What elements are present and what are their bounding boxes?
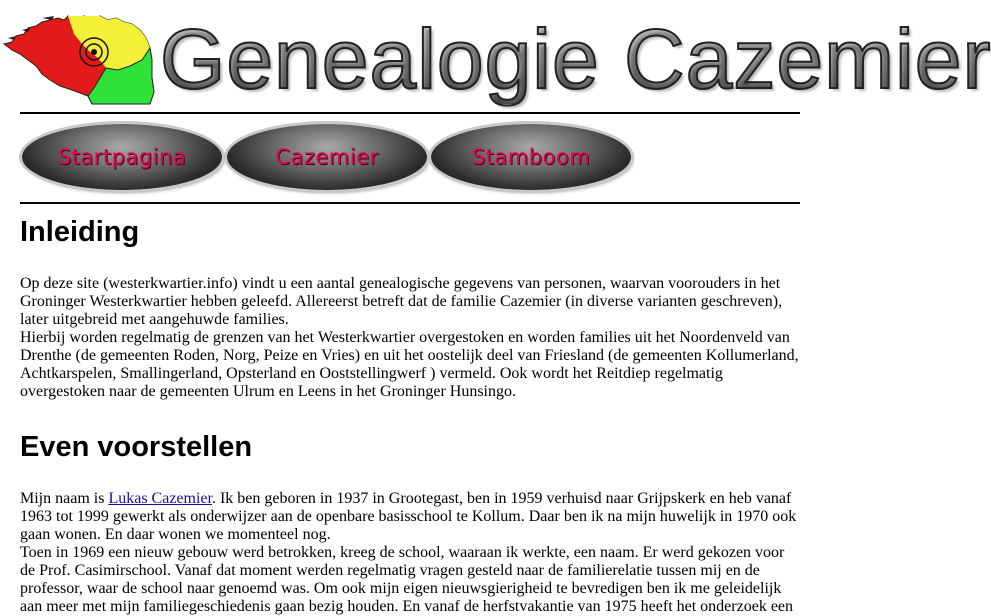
- nav-button-label: Startpagina: [57, 145, 187, 169]
- intro-paragraph-2: Hierbij worden regelmatig de grenzen van het Westerkwartier overgestoken en worden families uit het Noordenveld van Drenthe (de gemeenten Roden, Norg, Peize en Vries) en uit het oostelijk deel van Friesland (de gemeenten Kollumerland, Achtkarspelen, Smallingerland, Opsterland en Ooststellingwerf ) vermeld. Ook wordt het Reitdiep regelmatig overgestoken naar de gemeenten Ulrum en Leens in het Groninger Hunsingo.: [20, 329, 799, 400]
- about-text-after-link: . Ik ben geboren in 1937 in Grootegast, ben in 1959 verhuisd naar Grijpskerk en heb vanaf 1963 tot 1999 gewerkt als onderwijzer aan de openbare basisschool te Kollum. Daar ben ik na mijn huwelijk in 1970 ook gaan wonen. En daar wonen we momenteel nog.: [20, 490, 797, 543]
- nav-button-label: Stamboom: [471, 145, 591, 169]
- section-heading-even-voorstellen: Even voorstellen: [20, 431, 253, 463]
- nav-divider: [20, 202, 800, 204]
- nav-button-label: Cazemier: [275, 145, 379, 169]
- author-name-link[interactable]: Lukas Cazemier: [108, 490, 212, 507]
- main-navigation: [22, 124, 800, 192]
- about-text-before-link: Mijn naam is: [20, 490, 109, 507]
- site-title: Genealogie Cazemier: [160, 12, 991, 106]
- nav-startpagina-button[interactable]: [22, 124, 222, 190]
- groningen-map-logo-icon[interactable]: [2, 8, 162, 108]
- nav-cazemier-button[interactable]: [227, 124, 427, 190]
- section-heading-inleiding: Inleiding: [20, 216, 140, 248]
- intro-paragraph-1: Op deze site (westerkwartier.info) vindt u een aantal genealogische gegevens van personen, waarvan voorouders in het Groninger Westerkwartier hebben geleefd. Allereerst betreft dat de familie Cazemier (in diverse varianten geschreven), later uitgebreid met aangehuwde families.: [20, 275, 783, 328]
- header-divider: [20, 112, 800, 114]
- about-paragraph-1: [20, 490, 802, 544]
- about-paragraph-2: Toen in 1969 een nieuw gebouw werd betrokken, kreeg de school, waaraan ik werkte, een naam. Er werd gekozen voor de Prof. Casimirschool. Vanaf dat moment werden regelmatig vragen gesteld naar de familierelatie tussen mij en de professor, waar de school naar genoemd was. Om ook mijn eigen nieuwsgierigheid te bevredigen ben ik me geleidelijk aan meer met mijn familiegeschiedenis gaan bezig houden. En vanaf de herfstvakantie van 1975 heeft het onderzoek een: [20, 544, 794, 615]
- nav-stamboom-button[interactable]: [431, 124, 631, 190]
- main-content: [20, 212, 802, 616]
- site-header: [0, 0, 991, 112]
